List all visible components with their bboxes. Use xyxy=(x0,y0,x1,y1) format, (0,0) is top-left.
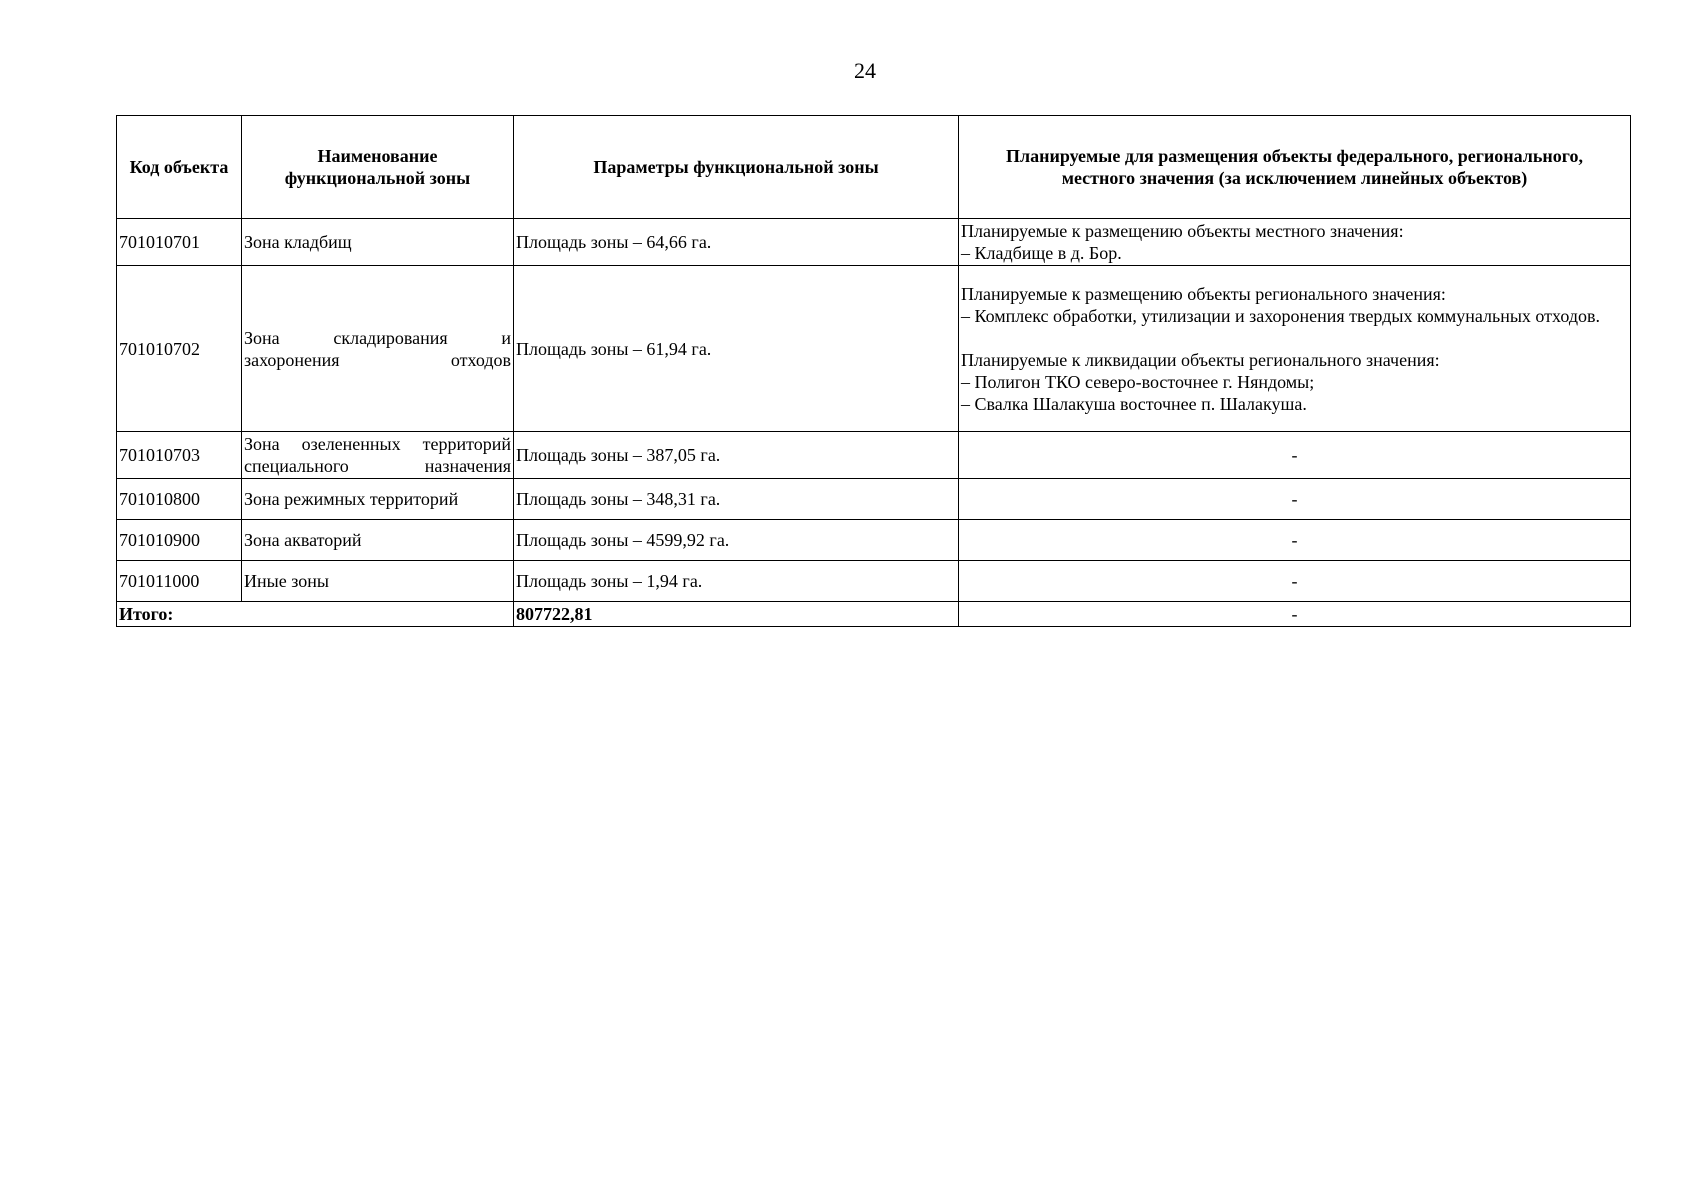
objects-line: ‒ Полигон ТКО северо-восточнее г. Няндомы; xyxy=(961,371,1315,392)
cell-code: 701010703 xyxy=(117,432,242,479)
cell-code: 701010800 xyxy=(117,479,242,520)
cell-params: Площадь зоны – 61,94 га. xyxy=(514,266,959,432)
cell-params: Площадь зоны – 64,66 га. xyxy=(514,219,959,266)
cell-code: 701011000 xyxy=(117,561,242,602)
cell-name: Зона кладбищ xyxy=(242,219,514,266)
cell-params: Площадь зоны – 348,31 га. xyxy=(514,479,959,520)
table-row xyxy=(117,266,1631,432)
total-row xyxy=(117,602,1631,627)
table-row xyxy=(117,479,1631,520)
objects-line: Планируемые к ликвидации объекты регионального значения: xyxy=(961,349,1440,370)
cell-code: 701010702 xyxy=(117,266,242,432)
objects-line: ‒ Свалка Шалакуша восточнее п. Шалакуша. xyxy=(961,393,1307,414)
header-name: Наименование функциональной зоны xyxy=(242,116,514,219)
objects-spacer xyxy=(961,327,1628,349)
table-row xyxy=(117,520,1631,561)
cell-name: Зона акваторий xyxy=(242,520,514,561)
page-number: 24 xyxy=(854,58,876,83)
cell-objects: - xyxy=(959,479,1631,520)
cell-name: Зона озелененных территорий специального назначения xyxy=(242,432,514,479)
table-header-row xyxy=(117,116,1631,219)
cell-objects: - xyxy=(959,432,1631,479)
cell-objects xyxy=(959,266,1631,432)
cell-params: Площадь зоны – 4599,92 га. xyxy=(514,520,959,561)
cell-objects: - xyxy=(959,520,1631,561)
header-objects: Планируемые для размещения объекты федерального, регионального, местного значения (за исключением линейных объектов) xyxy=(959,116,1631,219)
cell-objects xyxy=(959,219,1631,266)
cell-name: Зона складирования и захоронения отходов xyxy=(242,266,514,432)
total-value: 807722,81 xyxy=(514,602,959,627)
objects-line: Планируемые к размещению объекты регионального значения: xyxy=(961,283,1446,304)
cell-params: Площадь зоны – 1,94 га. xyxy=(514,561,959,602)
cell-name: Иные зоны xyxy=(242,561,514,602)
total-objects: - xyxy=(959,602,1631,627)
table-row xyxy=(117,561,1631,602)
header-params: Параметры функциональной зоны xyxy=(514,116,959,219)
cell-params: Площадь зоны – 387,05 га. xyxy=(514,432,959,479)
header-code: Код объекта xyxy=(117,116,242,219)
total-label: Итого: xyxy=(117,602,514,627)
objects-line: ‒ Кладбище в д. Бор. xyxy=(961,243,1122,263)
cell-code: 701010701 xyxy=(117,219,242,266)
cell-name: Зона режимных территорий xyxy=(242,479,514,520)
cell-objects: - xyxy=(959,561,1631,602)
objects-line: Планируемые к размещению объекты местного значения: xyxy=(961,221,1404,241)
table-row xyxy=(117,432,1631,479)
table-row xyxy=(117,219,1631,266)
functional-zones-table xyxy=(116,115,1631,627)
objects-line: ‒ Комплекс обработки, утилизации и захоронения твердых коммунальных отходов. xyxy=(961,305,1600,326)
cell-code: 701010900 xyxy=(117,520,242,561)
